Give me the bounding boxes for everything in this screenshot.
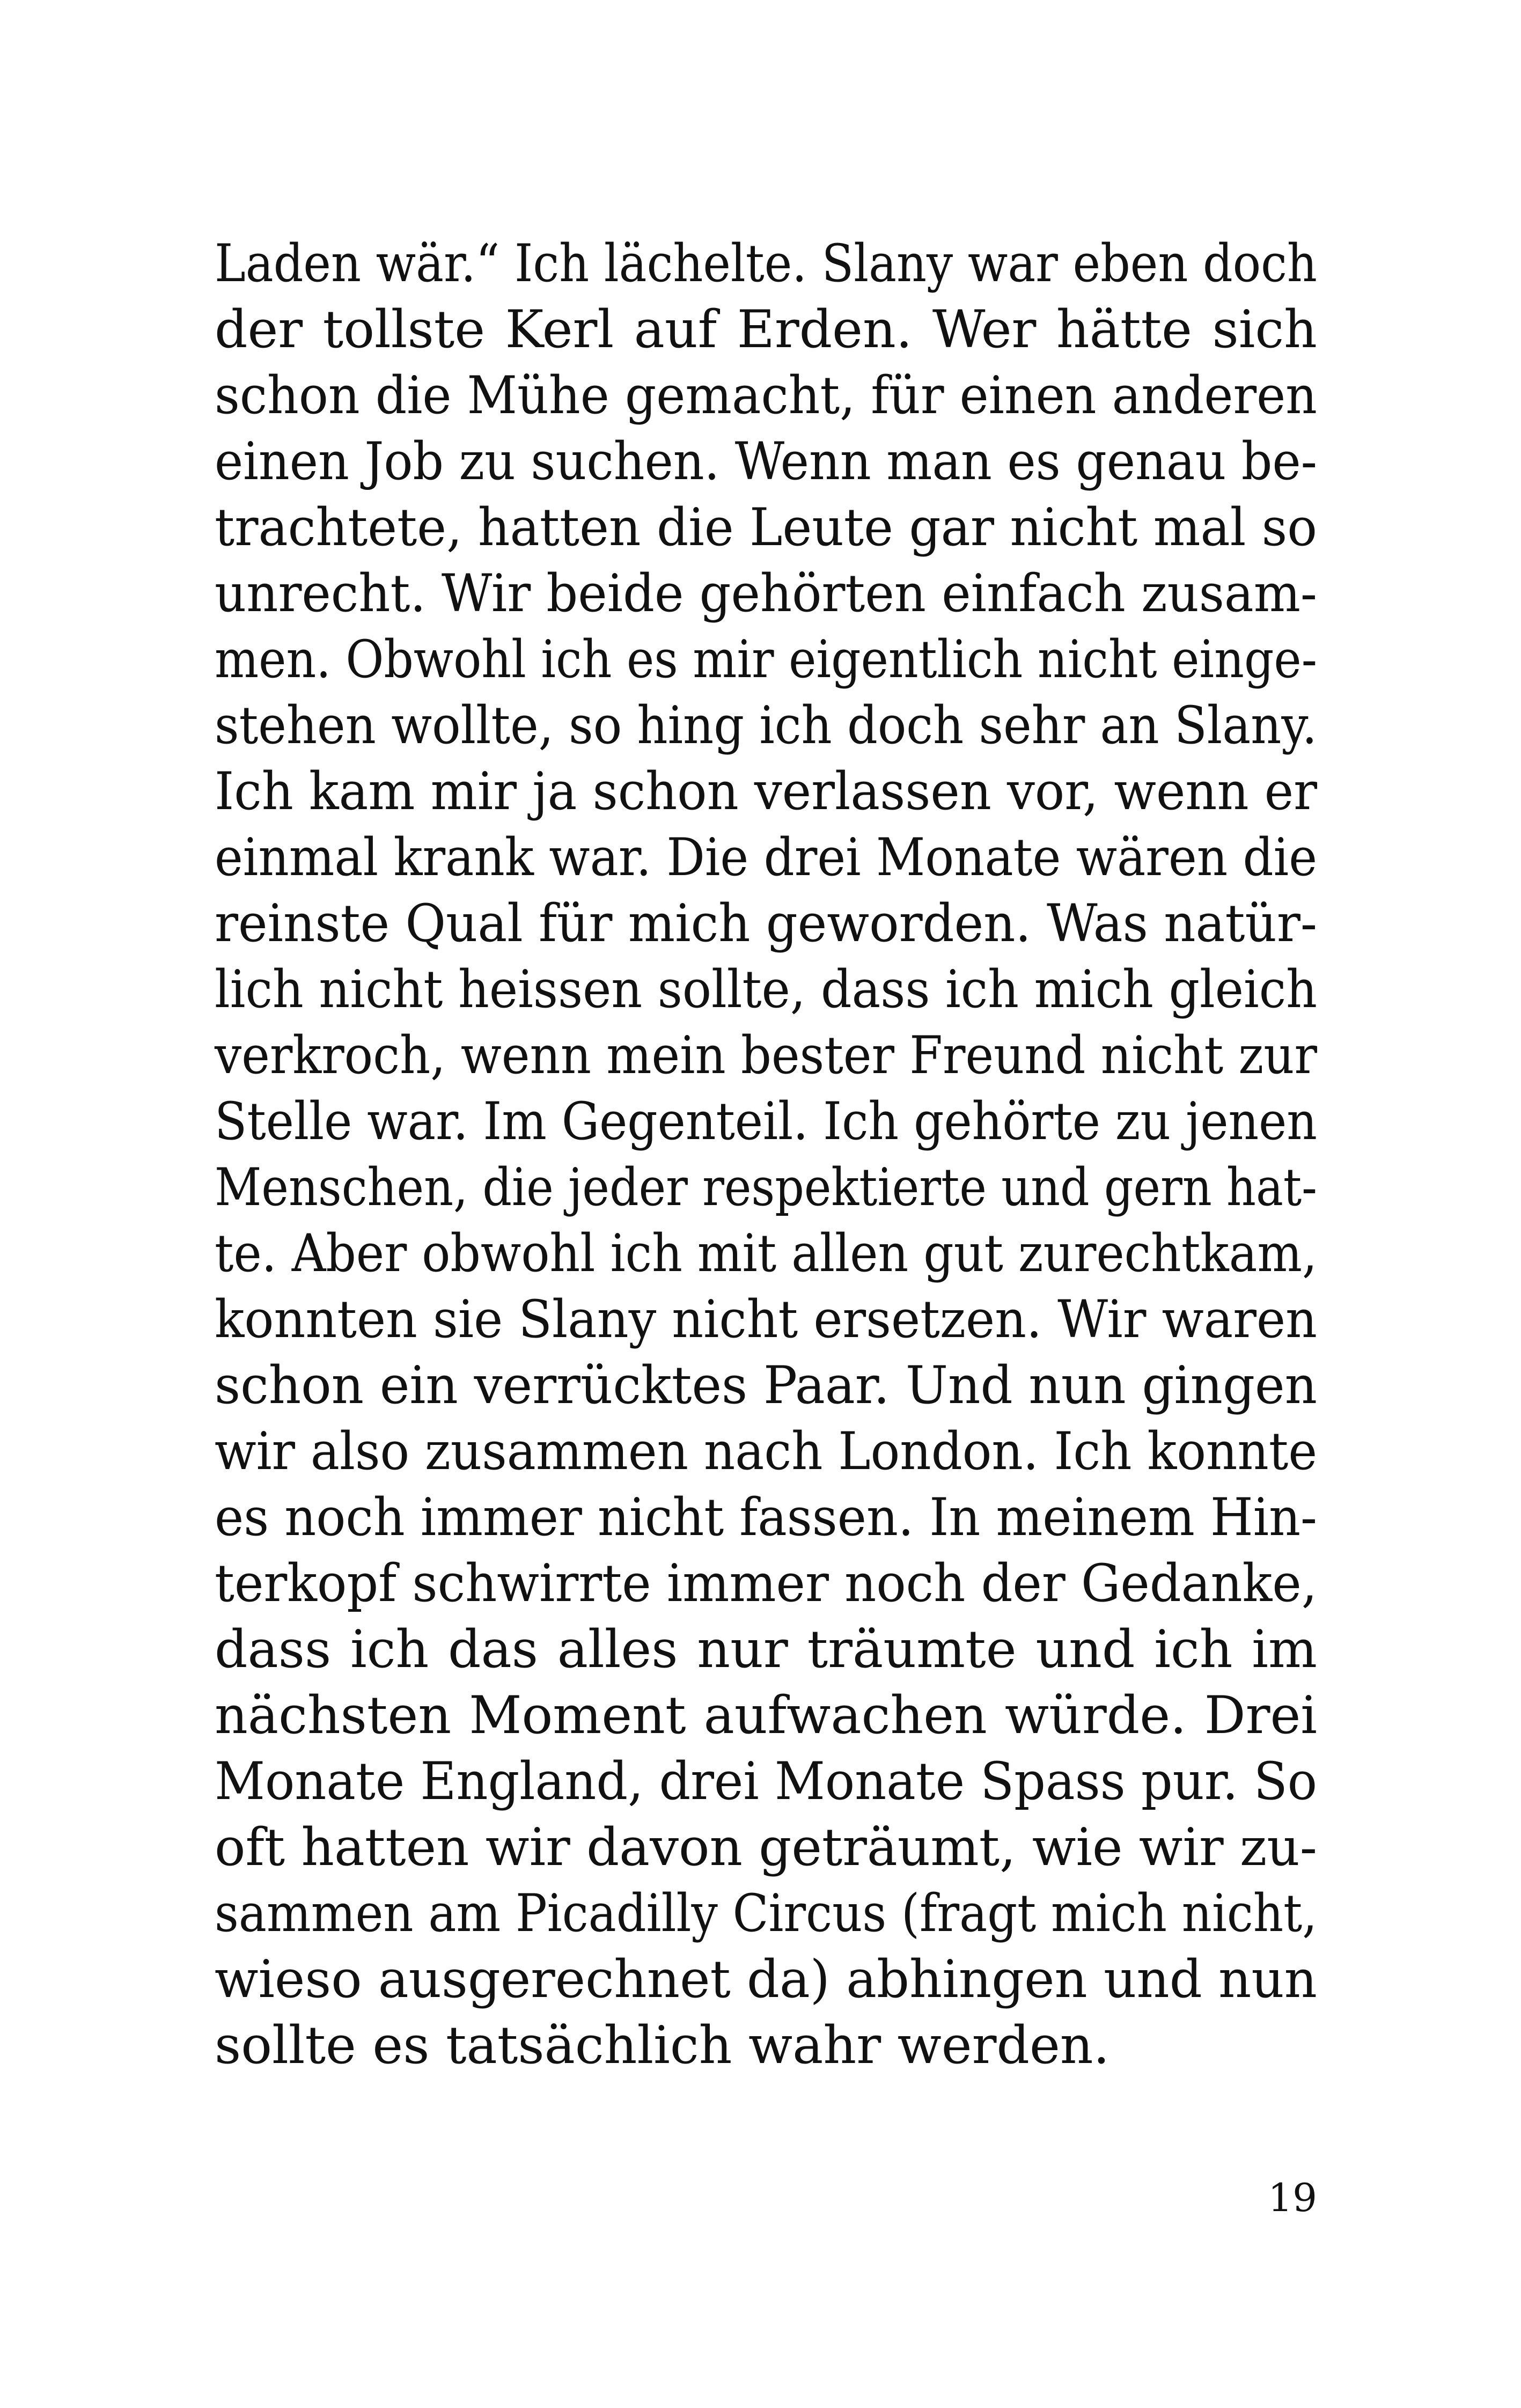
text-line: einmal krank war. Die drei Monate wären die <box>215 827 1317 887</box>
text-line: lich nicht heissen sollte, dass ich mich gleich <box>215 959 1317 1019</box>
text-line: wieso ausgerechnet da) abhingen und nun <box>215 1949 1317 2009</box>
text-line: dass ich das alles nur träumte und ich im <box>215 1619 1317 1679</box>
text-line: der tollste Kerl auf Erden. Wer hätte sich <box>215 299 1317 359</box>
text-line: stehen wollte, so hing ich doch sehr an Slany. <box>215 695 1317 755</box>
page-number: 19 <box>1268 2175 1317 2220</box>
text-line: Stelle war. Im Gegenteil. Ich gehörte zu jenen <box>215 1091 1317 1151</box>
text-line: schon ein verrücktes Paar. Und nun gingen <box>215 1355 1317 1415</box>
text-line: terkopf schwirrte immer noch der Gedanke, <box>215 1553 1317 1613</box>
text-line: wir also zusammen nach London. Ich konnte <box>215 1421 1317 1481</box>
text-line: Monate England, drei Monate Spass pur. So <box>215 1751 1317 1811</box>
text-line: Laden wär.“ Ich lächelte. Slany war eben doch <box>215 233 1317 293</box>
text-line: sammen am Picadilly Circus (fragt mich nicht, <box>215 1883 1317 1943</box>
text-line: schon die Mühe gemacht, für einen anderen <box>215 365 1317 425</box>
text-line: konnten sie Slany nicht ersetzen. Wir waren <box>215 1289 1317 1349</box>
text-line: es noch immer nicht fassen. In meinem Hin- <box>215 1487 1317 1547</box>
body-text <box>215 231 1317 2079</box>
text-line: oft hatten wir davon geträumt, wie wir zu- <box>215 1817 1317 1877</box>
text-line: men. Obwohl ich es mir eigentlich nicht einge- <box>215 629 1317 689</box>
text-line: unrecht. Wir beide gehörten einfach zusam- <box>215 563 1317 623</box>
text-line: te. Aber obwohl ich mit allen gut zurechtkam, <box>215 1223 1317 1283</box>
text-line: verkroch, wenn mein bester Freund nicht zur <box>215 1025 1317 1085</box>
text-line: Menschen, die jeder respektierte und gern hat- <box>215 1157 1317 1217</box>
text-line: Ich kam mir ja schon verlassen vor, wenn er <box>215 761 1317 821</box>
text-line: nächsten Moment aufwachen würde. Drei <box>215 1685 1317 1745</box>
text-line: einen Job zu suchen. Wenn man es genau be- <box>215 431 1317 491</box>
text-line: trachtete, hatten die Leute gar nicht mal so <box>215 497 1317 557</box>
text-line: reinste Qual für mich geworden. Was natür- <box>215 893 1317 953</box>
text-line: sollte es tatsächlich wahr werden. <box>215 2015 1110 2075</box>
